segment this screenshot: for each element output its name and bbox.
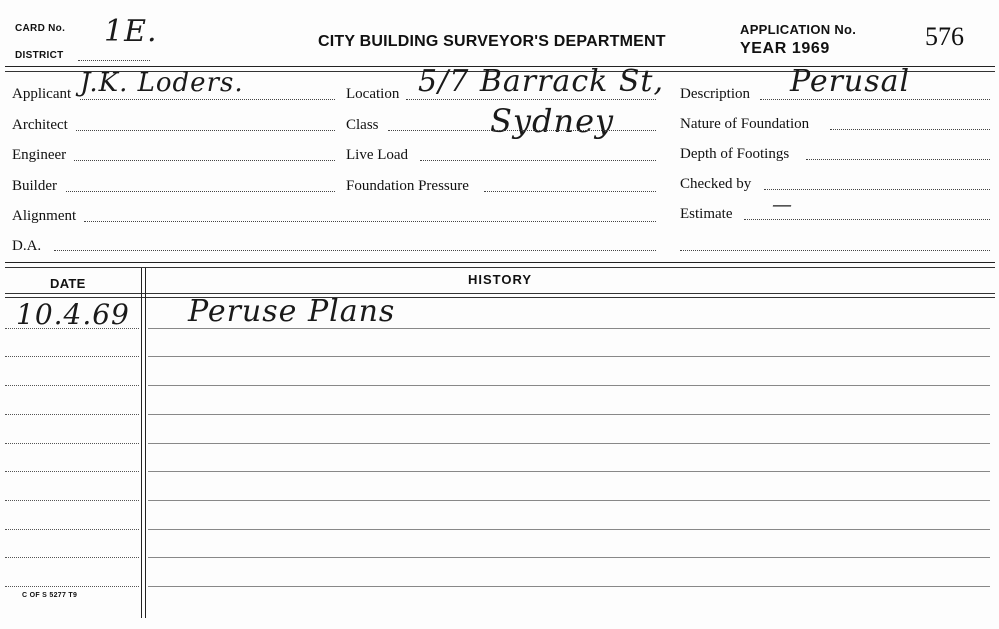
- nature-of-foundation-line: [830, 129, 990, 130]
- history-row-line: [148, 328, 990, 329]
- builder-label: Builder: [12, 178, 57, 194]
- estimate-line: [744, 219, 990, 220]
- depth-of-footings-line: [806, 159, 990, 160]
- history-top-rule-thin: [5, 267, 995, 268]
- architect-label: Architect: [12, 117, 68, 133]
- date-column-divider: [141, 268, 142, 618]
- history-top-rule: [5, 262, 995, 263]
- description-label: Description: [680, 86, 750, 102]
- department-title: CITY BUILDING SURVEYOR'S DEPARTMENT: [318, 33, 666, 50]
- description-line: [760, 99, 990, 100]
- history-row-line: [148, 443, 990, 444]
- district-label: DISTRICT: [15, 50, 64, 61]
- checked-by-line: [764, 189, 990, 190]
- architect-line: [76, 130, 335, 131]
- class-label: Class: [346, 117, 379, 133]
- date-row-line: [5, 471, 139, 472]
- builder-line: [66, 191, 335, 192]
- form-code: C OF S 5277 T9: [22, 592, 78, 599]
- applicant-label: Applicant: [12, 86, 72, 102]
- engineer-line: [74, 160, 335, 161]
- applicant-line: [80, 99, 335, 100]
- location-value: 5/7 Barrack St,: [418, 64, 664, 99]
- foundation-pressure-label: Foundation Pressure: [346, 178, 469, 194]
- checked-by-label: Checked by: [680, 176, 752, 192]
- nature-of-foundation-label: Nature of Foundation: [680, 116, 810, 132]
- location-label: Location: [346, 86, 400, 102]
- history-row-line: [148, 414, 990, 415]
- application-no-label: APPLICATION No.: [740, 22, 857, 37]
- foundation-pressure-line: [484, 191, 656, 192]
- history-entry-date: 10.4.69: [16, 298, 130, 331]
- history-row-line: [148, 529, 990, 530]
- card-no-label: CARD No.: [15, 23, 66, 34]
- history-row-line: [148, 557, 990, 558]
- estimate-value: —: [772, 192, 793, 216]
- date-row-line: [5, 356, 139, 357]
- location-line: [406, 99, 656, 100]
- estimate-label: Estimate: [680, 206, 733, 222]
- da-label: D.A.: [12, 238, 42, 254]
- application-number: 576: [925, 22, 964, 51]
- history-header-rule-2: [5, 297, 995, 298]
- live-load-label: Live Load: [346, 147, 409, 163]
- date-row-line: [5, 529, 139, 530]
- district-line: [78, 60, 150, 61]
- history-row-line: [148, 500, 990, 501]
- alignment-line: [84, 221, 656, 222]
- alignment-label: Alignment: [12, 208, 77, 224]
- depth-of-footings-label: Depth of Footings: [680, 146, 790, 162]
- date-row-line: [5, 328, 139, 329]
- date-row-line: [5, 586, 139, 587]
- date-row-line: [5, 414, 139, 415]
- history-row-line: [148, 356, 990, 357]
- date-row-line: [5, 557, 139, 558]
- date-row-line: [5, 443, 139, 444]
- date-header: DATE: [50, 276, 86, 291]
- history-entry-text: Peruse Plans: [188, 294, 396, 329]
- engineer-label: Engineer: [12, 147, 67, 163]
- class-line: [388, 130, 656, 131]
- history-row-line: [148, 471, 990, 472]
- history-row-line: [148, 586, 990, 587]
- history-header: HISTORY: [468, 272, 533, 287]
- date-row-line: [5, 385, 139, 386]
- card-no-value: 1E.: [104, 14, 158, 49]
- history-row-line: [148, 385, 990, 386]
- year-label: YEAR 1969: [740, 40, 830, 57]
- blank-right-line: [680, 250, 990, 251]
- live-load-line: [420, 160, 656, 161]
- description-value: Perusal: [790, 64, 911, 99]
- history-header-rule: [5, 293, 995, 294]
- da-line: [54, 250, 656, 251]
- date-row-line: [5, 500, 139, 501]
- date-column-divider-2: [145, 268, 146, 618]
- class-value: Sydney: [490, 102, 615, 140]
- applicant-value: J.K. Loders.: [80, 68, 244, 98]
